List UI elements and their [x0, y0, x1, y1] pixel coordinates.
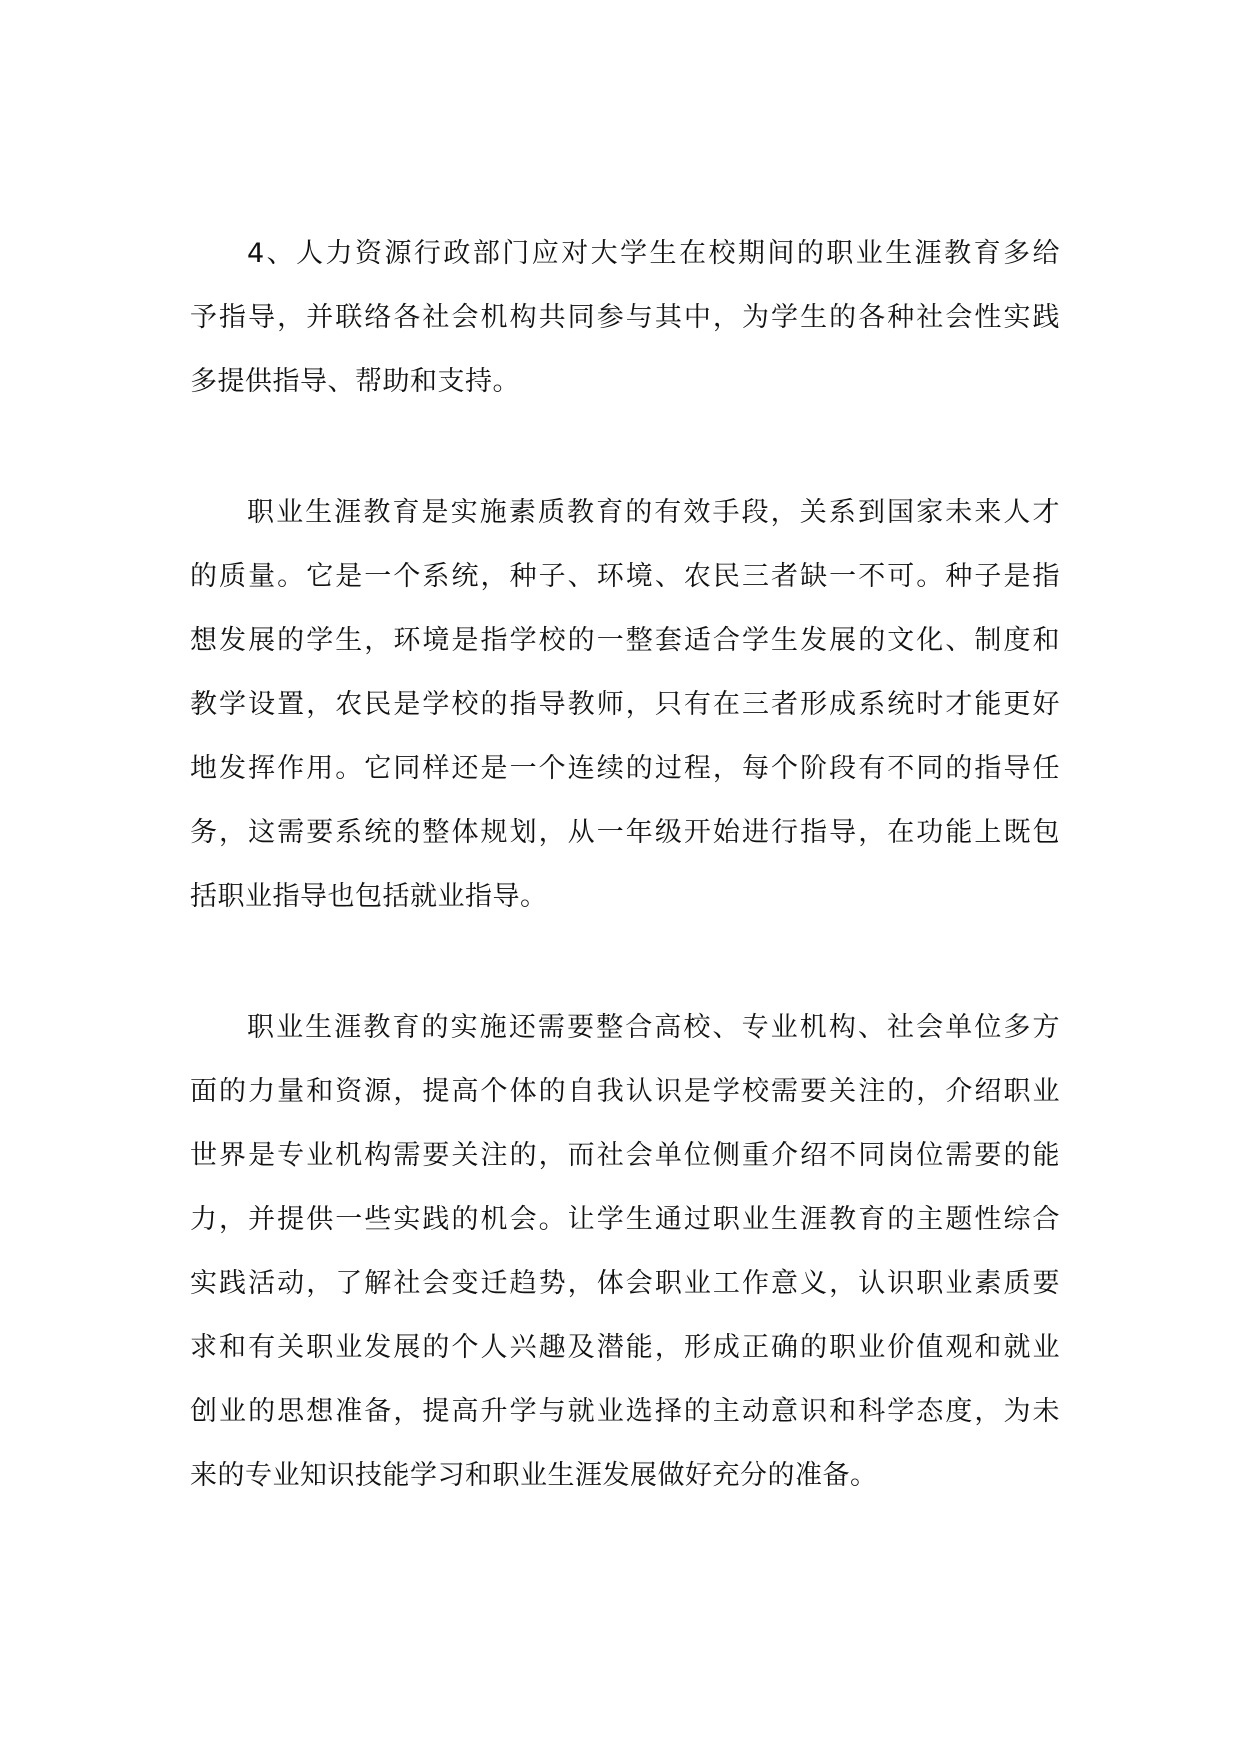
- paragraph-line: 地发挥作用。它同样还是一个连续的过程，每个阶段有不同的指导任: [190, 753, 1060, 784]
- paragraph-1: [190, 222, 1060, 414]
- paragraph-line: 括职业指导也包括就业指导。: [190, 881, 548, 912]
- paragraph-line: 来的专业知识技能学习和职业生涯发展做好充分的准备。: [190, 1460, 878, 1491]
- paragraph-line: 创业的思想准备，提高升学与就业选择的主动意识和科学态度，为未: [190, 1396, 1060, 1427]
- paragraph-line: 多提供指导、帮助和支持。: [190, 366, 520, 397]
- paragraph-line: 求和有关职业发展的个人兴趣及潜能，形成正确的职业价值观和就业: [190, 1332, 1060, 1363]
- paragraph-line: 的质量。它是一个系统，种子、环境、农民三者缺一不可。种子是指: [190, 561, 1060, 592]
- paragraph-2: [190, 481, 1060, 929]
- paragraph-line: 实践活动，了解社会变迁趋势，体会职业工作意义，认识职业素质要: [190, 1268, 1060, 1299]
- paragraph-line: 教学设置，农民是学校的指导教师，只有在三者形成系统时才能更好: [190, 689, 1060, 720]
- paragraph-line: 力，并提供一些实践的机会。让学生通过职业生涯教育的主题性综合: [190, 1204, 1060, 1235]
- paragraph-line: 面的力量和资源，提高个体的自我认识是学校需要关注的，介绍职业: [190, 1076, 1060, 1107]
- paragraph-line: 予指导，并联络各社会机构共同参与其中，为学生的各种社会性实践: [190, 302, 1060, 333]
- paragraph-line: 职业生涯教育是实施素质教育的有效手段，关系到国家未来人才: [247, 497, 1060, 528]
- paragraph-line: 4、人力资源行政部门应对大学生在校期间的职业生涯教育多给: [247, 238, 1060, 269]
- paragraph-line: 世界是专业机构需要关注的，而社会单位侧重介绍不同岗位需要的能: [190, 1140, 1060, 1171]
- paragraph-line: 想发展的学生，环境是指学校的一整套适合学生发展的文化、制度和: [190, 625, 1060, 656]
- paragraph-line: 务，这需要系统的整体规划，从一年级开始进行指导，在功能上既包: [190, 817, 1060, 848]
- paragraph-3: [190, 996, 1060, 1508]
- paragraph-line: 职业生涯教育的实施还需要整合高校、专业机构、社会单位多方: [247, 1012, 1060, 1043]
